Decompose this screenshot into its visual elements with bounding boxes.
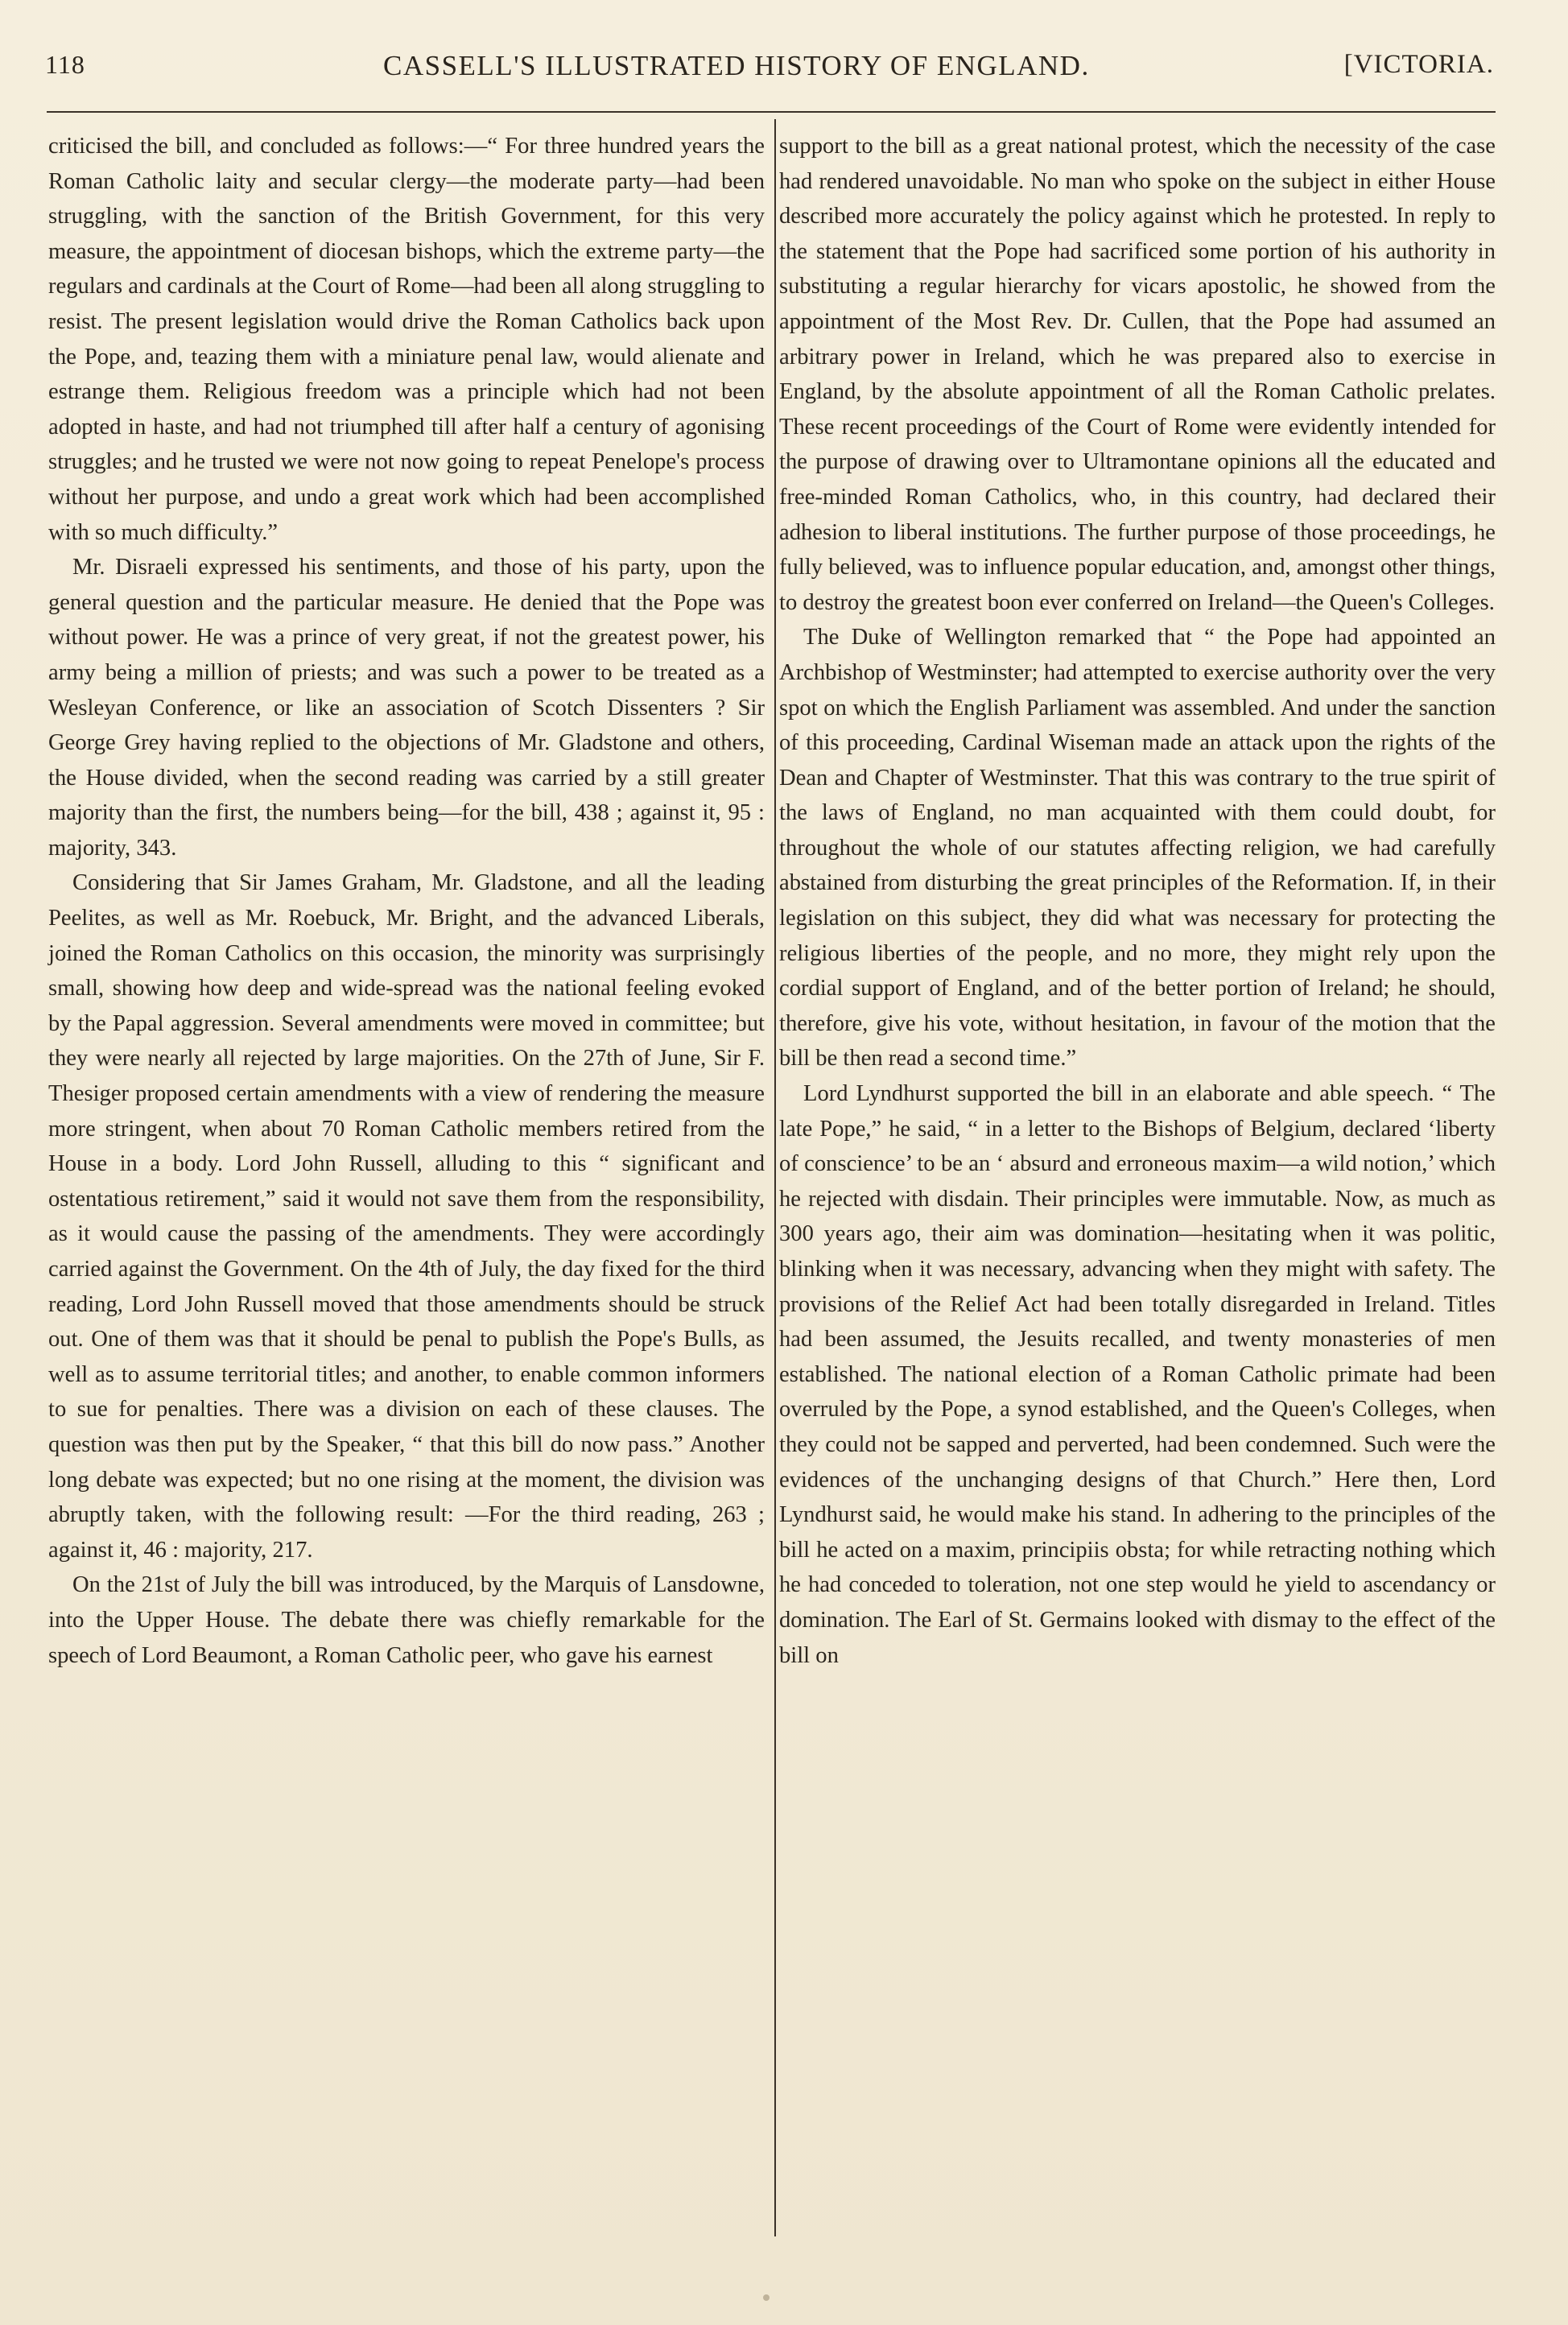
section-label: [VICTORIA. <box>1343 50 1494 79</box>
page-blemish <box>763 2294 770 2301</box>
column-divider <box>774 119 776 2236</box>
running-header <box>45 50 1494 90</box>
right-column <box>779 129 1496 1673</box>
paragraph: Mr. Disraeli expressed his sentiments, and those of his party, upon the general question and the particular measure. He denied that the Pope was without power. He was a prince of very great, if not the greatest power, his army being a million of priests; and was such a power to be treated as a Wesleyan Conference, or like an association of Scotch Dissenters ? Sir George Grey having replied to the objections of Mr. Gladstone and others, the House divided, when the second reading was carried by a still greater majority than the first, the numbers being—for the bill, 438 ; against it, 95 : majority, 343. <box>48 555 765 861</box>
header-rule <box>47 111 1496 113</box>
paragraph: The Duke of Wellington remarked that “ the Pope had appointed an Archbishop of Westminster; had attempted to exercise authority over the very spot on which the English Parliament was assembled. And under the sanction of this proceeding, Cardinal Wiseman made an attack upon the rights of the Dean and Chapter of Westminster. That this was contrary to the true spirit of the laws of England, no man acquainted with them could doubt, for throughout the whole of our statutes affecting religion, we had carefully abstained from disturbing the great principles of the Reformation. If, in their legislation on this subject, they did what was necessary for protecting the religious liberties of the people, and no more, they might rely upon the cordial support of England, and of the better portion of Ireland; he should, therefore, give his vote, without hesitation, in favour of the motion that the bill be then read a second time.” <box>779 625 1496 1072</box>
paragraph: criticised the bill, and concluded as follows:—“ For three hundred years the Roman Catholic laity and secular clergy—the moderate party—had been struggling, with the sanction of the British Government, for this very measure, the appointment of diocesan bishops, which the extreme party—the regulars and cardinals at the Court of Rome—had been all along struggling to resist. The present legislation would drive the Roman Catholics back upon the Pope, and, teazing them with a miniature penal law, would alienate and estrange them. Religious freedom was a principle which had not been adopted in haste, and had not triumphed till after half a century of agonising struggles; and he trusted we were not now going to repeat Penelope's process without her purpose, and undo a great work which had been accomplished with so much difficulty.” <box>48 134 765 545</box>
page-number: 118 <box>45 50 85 79</box>
left-column <box>48 129 765 1673</box>
paragraph: On the 21st of July the bill was introduced, by the Marquis of Lansdowne, into the Upper House. The debate there was chiefly remarkable for the speech of Lord Beaumont, a Roman Catholic peer, who gave his earnest <box>48 1572 765 1668</box>
paragraph: support to the bill as a great national protest, which the necessity of the case had rendered unavoidable. No man who spoke on the subject in either House described more accurately the policy against which he protested. In reply to the statement that the Pope had sacrificed some portion of his authority in substituting a regular hierarchy for vicars apostolic, he showed from the appointment of the Most Rev. Dr. Cullen, that the Pope had assumed an arbitrary power in Ireland, which he was prepared also to exercise in England, by the absolute appointment of all the Roman Catholic prelates. These recent proceedings of the Court of Rome were evidently intended for the purpose of drawing over to Ultramontane opinions all the educated and free-minded Roman Catholics, who, in this country, had declared their adhesion to liberal institutions. The further purpose of those proceedings, he fully believed, was to influence popular education, and, amongst other things, to destroy the greatest boon ever conferred on Ireland—the Queen's Colleges. <box>779 134 1496 615</box>
paragraph: Lord Lyndhurst supported the bill in an elaborate and able speech. “ The late Pope,” he said, “ in a letter to the Bishops of Belgium, declared ‘liberty of conscience’ to be an ‘ absurd and erroneous maxim—a wild notion,’ which he rejected with disdain. Their principles were immutable. Now, as much as 300 years ago, their aim was domination—hesitating when it was politic, blinking when it was necessary, advancing when they might with safety. The provisions of the Relief Act had been totally disregarded in Ireland. Titles had been assumed, the Jesuits recalled, and twenty monasteries of men established. The national election of a Roman Catholic primate had been overruled by the Pope, a synod established, and the Queen's Colleges, when they could not be sapped and perverted, had been condemned. Such were the evidences of the unchanging designs of that Church.” Here then, Lord Lyndhurst said, he would make his stand. In adhering to the principles of the bill he acted on a maxim, principiis obsta; for while retracting nothing which he had conceded to toleration, not one step would he yield to ascendancy or domination. The Earl of St. Germains looked with dismay to the effect of the bill on <box>779 1081 1496 1668</box>
running-title: CASSELL'S ILLUSTRATED HISTORY OF ENGLAND. <box>383 50 1090 81</box>
paragraph: Considering that Sir James Graham, Mr. Gladstone, and all the leading Peelites, as well as Mr. Roebuck, Mr. Bright, and the advanced Liberals, joined the Roman Catholics on this occasion, the minority was surprisingly small, showing how deep and wide-spread was the national feeling evoked by the Papal aggression. Several amendments were moved in committee; but they were nearly all rejected by large majorities. On the 27th of June, Sir F. Thesiger proposed certain amendments with a view of rendering the measure more stringent, when about 70 Roman Catholic members retired from the House in a body. Lord John Russell, alluding to this “ significant and ostentatious retirement,” said it would not save them from the responsibility, as it would cause the passing of the amendments. They were accordingly carried against the Government. On the 4th of July, the day fixed for the third reading, Lord John Russell moved that those amendments should be struck out. One of them was that it should be penal to publish the Pope's Bulls, as well as to assume territorial titles; and another, to enable common informers to sue for penalties. There was a division on each of these clauses. The question was then put by the Speaker, “ that this bill do now pass.” Another long debate was expected; but no one rising at the moment, the division was abruptly taken, with the following result: —For the third reading, 263 ; against it, 46 : majority, 217. <box>48 870 765 1563</box>
